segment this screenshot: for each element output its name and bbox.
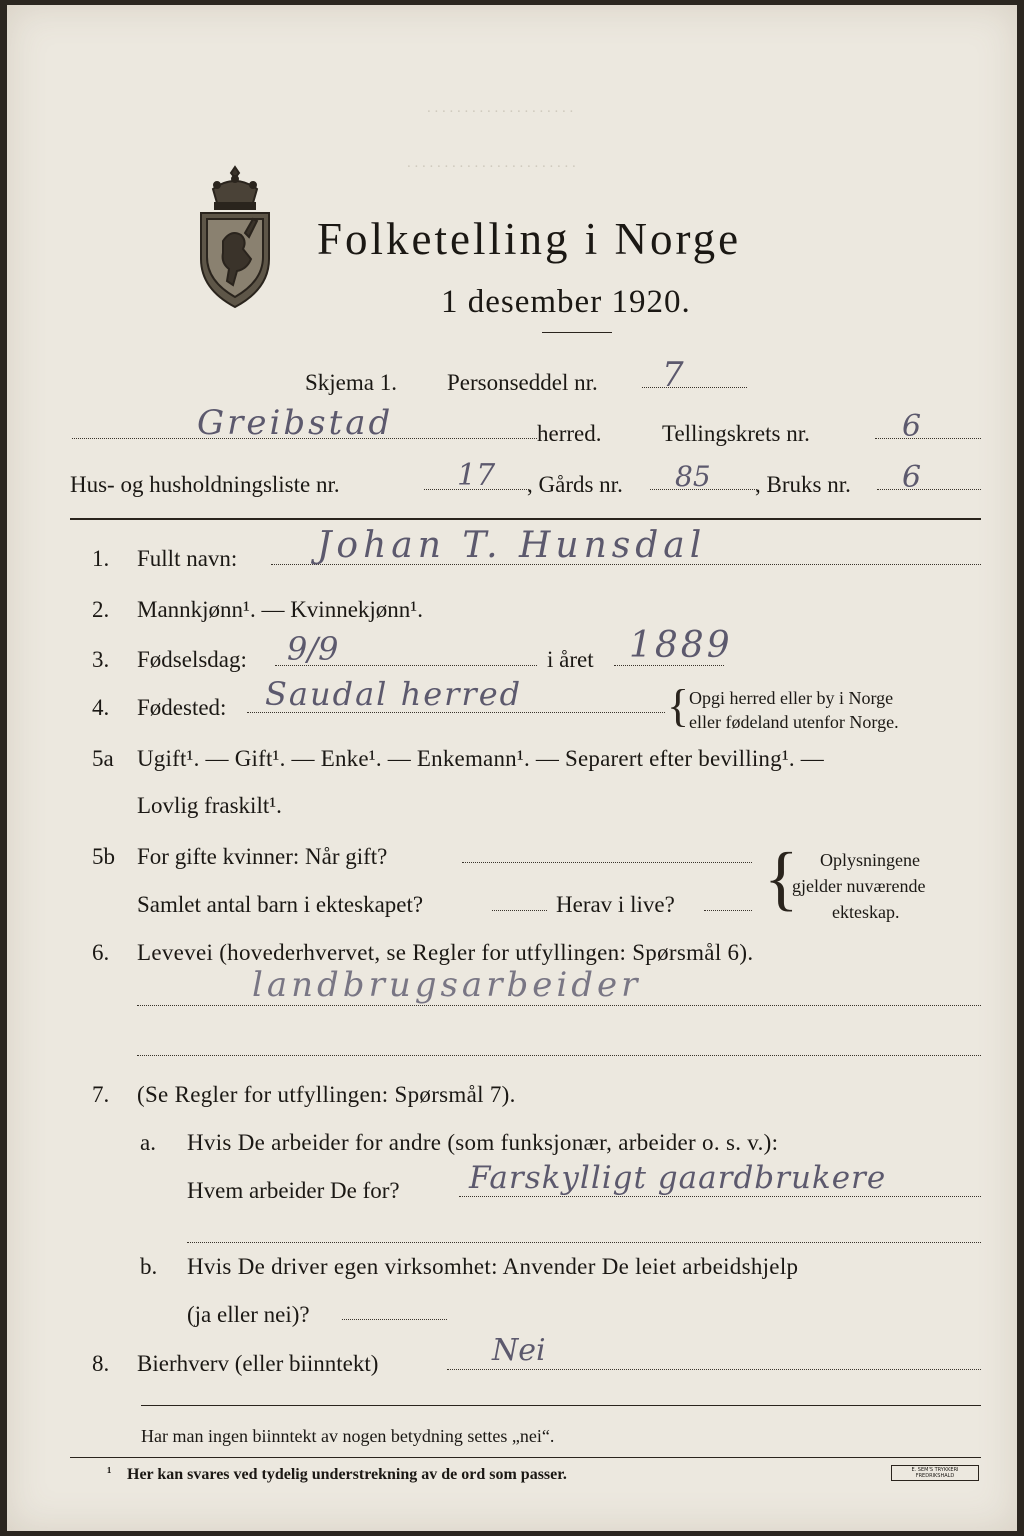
header-divider [542,332,612,333]
form-date: 1 desember 1920. [441,284,691,320]
q3-value: 9/9 [287,630,339,668]
tellingskrets-label: Tellingskrets nr. [662,421,810,446]
q5b-live-line [704,910,752,911]
q5b-line1: For gifte kvinner: Når gift? [137,844,388,869]
personseddel-line [642,387,747,388]
q5b-barn-line [492,910,547,911]
herred-label: herred. [537,421,602,446]
q6-number: 6. [92,940,110,965]
q2-number: 2. [92,597,110,622]
q7a-line1: Hvis De arbeider for andre (som funksjonær, arbeider o. s. v.): [187,1130,779,1155]
q4-label: Fødested: [137,695,227,720]
personseddel-label: Personseddel nr. [447,370,598,395]
footnote: Her kan svares ved tydelig understrekning av de ord som passer. [127,1466,567,1483]
form-title: Folketelling i Norge [317,214,742,264]
q1-label: Fullt navn: [137,546,238,571]
q5b-line2: Samlet antal barn i ekteskapet? [137,892,424,917]
herred-value: Greibstad [197,403,394,443]
q7-label: (Se Regler for utfyllingen: Spørsmål 7). [137,1082,516,1107]
q7a-line2: Hvem arbeider De for? [187,1178,400,1203]
q4-value: Saudal herred [265,675,523,713]
census-form [7,5,1017,1531]
q7a-line [459,1196,981,1197]
q4-note-2: eller fødeland utenfor Norge. [689,712,899,732]
q7b-number: b. [140,1254,158,1279]
q8-line [447,1369,981,1370]
q6-line-2 [137,1055,981,1056]
q5a-number: 5a [92,746,114,771]
q4-brace: { [667,680,690,731]
q5b-gift-line [462,862,752,863]
q7b-line2: (ja eller nei)? [187,1302,310,1327]
personseddel-value: 7 [662,355,684,395]
q5a-line2: Lovlig fraskilt¹. [137,793,282,818]
q6-label: Levevei (hovederhvervet, se Regler for utfyllingen: Spørsmål 6). [137,940,754,965]
q5b-note-2: gjelder nuværende [792,876,926,896]
q7b-line [342,1319,447,1320]
q1-value: Johan T. Hunsdal [317,525,707,566]
husliste-value: 17 [457,458,496,493]
q7a-number: a. [140,1130,156,1155]
bruks-value: 6 [902,460,922,495]
q7-number: 7. [92,1082,110,1107]
tellingskrets-line [875,438,981,439]
bruks-label: , Bruks nr. [755,472,851,497]
q8-value: Nei [492,1333,546,1368]
q6-value: landbrugsarbeider [252,965,642,1005]
section-divider [70,518,981,520]
norway-coat-of-arms-icon [193,163,277,311]
q4-number: 4. [92,695,110,720]
q7a-value: Farskylligt gaardbrukere [469,1160,887,1196]
q7b-line1: Hvis De driver egen virksomhet: Anvender De leiet arbeidshjelp [187,1254,799,1279]
q5a-line1: Ugift¹. — Gift¹. — Enke¹. — Enkemann¹. — Separert efter bevilling¹. — [137,746,825,771]
q2-label: Mannkjønn¹. — Kvinnekjønn¹. [137,597,423,622]
husliste-label: Hus- og husholdningsliste nr. [70,472,340,497]
gards-value: 85 [675,460,711,493]
q3-label: Fødselsdag: [137,647,247,672]
q6-line-1 [137,1005,981,1006]
q1-number: 1. [92,546,110,571]
q7a-line-2 [187,1242,981,1243]
gards-label: , Gårds nr. [527,472,623,497]
q8-number: 8. [92,1351,110,1376]
skjema-label: Skjema 1. [305,370,397,395]
bruks-line [877,489,981,490]
footer-divider-2 [70,1457,981,1458]
printer-stamp-text: E. SEM'S TRYKKERI FREDRIKSHALD [911,1467,959,1479]
footer-divider-1 [141,1405,981,1406]
q5b-brace: { [764,838,799,918]
tellingskrets-value: 6 [902,409,922,444]
q4-note-1: Opgi herred eller by i Norge [689,688,894,708]
q5b-live-label: Herav i live? [556,892,675,917]
q3-number: 3. [92,647,110,672]
q5b-number: 5b [92,844,115,869]
footer-note: Har man ingen biinntekt av nogen betydning settes „nei“. [141,1426,555,1446]
printer-stamp [891,1465,979,1481]
q3-year-value: 1889 [629,625,733,666]
bleed-through-text: . . . . . . . . . . . . . . . . . . . . [427,100,574,116]
q3-year-label: i året [547,647,594,672]
bleed-through-text: . . . . . . . . . . . . . . . . . . . . . . . [407,155,576,171]
q8-label: Bierhverv (eller biinntekt) [137,1351,379,1376]
footnote-mark: ¹ [107,1465,112,1481]
q5b-note-1: Oplysningene [820,850,920,870]
q5b-note-3: ekteskap. [832,902,900,922]
